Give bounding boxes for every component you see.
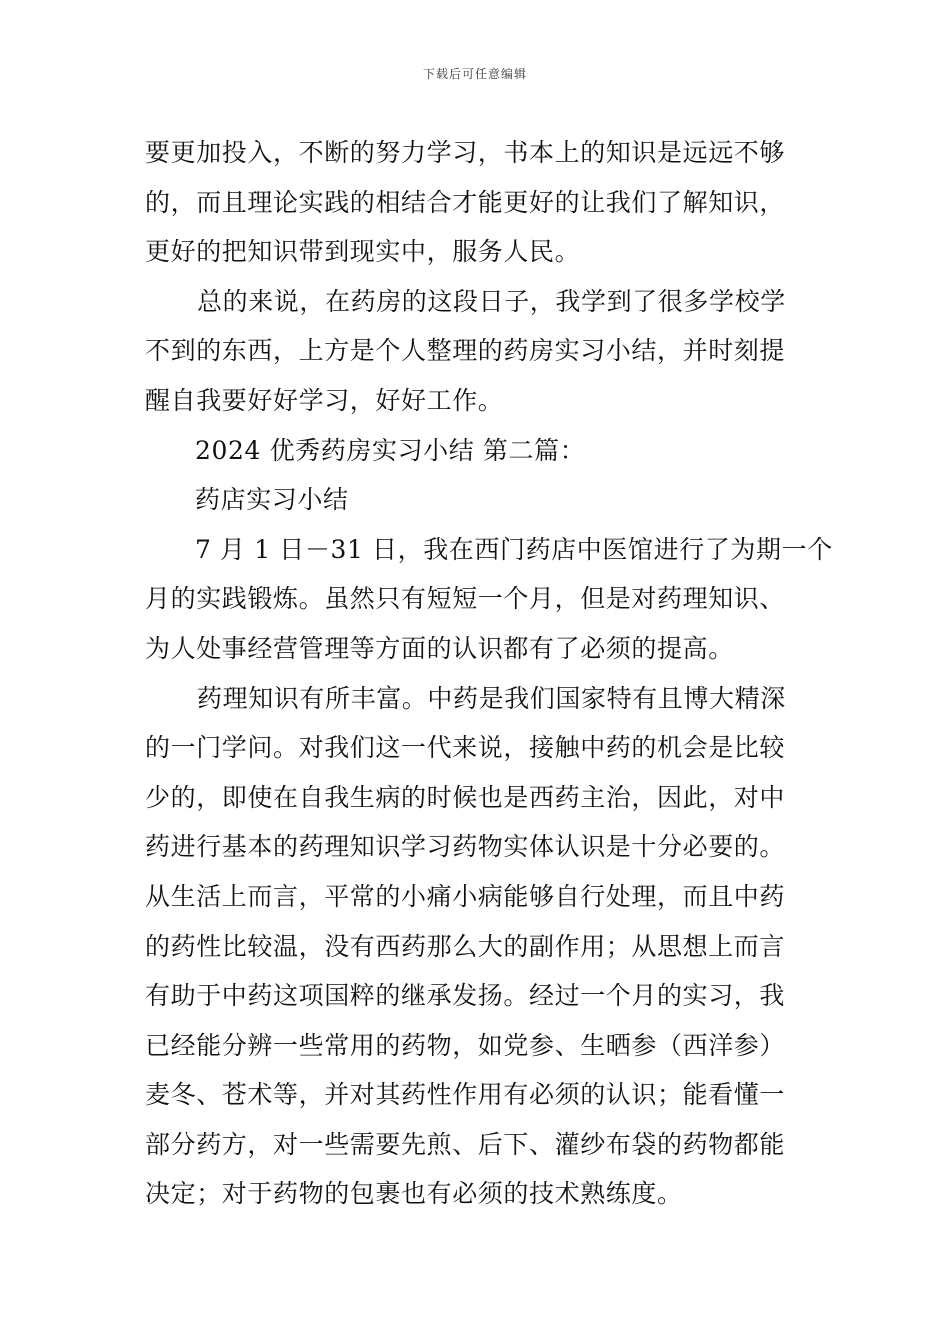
text-line: 有助于中药这项国粹的继承发扬。经过一个月的实习，我 — [145, 981, 786, 1011]
text-line: 麦冬、苍术等，并对其药性作用有必须的认识；能看懂一 — [145, 1080, 786, 1110]
text-line: 从生活上而言，平常的小痛小病能够自行处理，而且中药 — [145, 881, 786, 911]
paragraph-start-line: 7 月 1 日－31 日，我在西门药店中医馆进行了为期一个 — [195, 534, 833, 564]
text-line: 决定；对于药物的包裹也有必须的技术熟练度。 — [145, 1179, 683, 1209]
text-line: 醒自我要好好学习，好好工作。 — [145, 385, 504, 415]
header-note: 下载后可任意编辑 — [422, 67, 527, 81]
text-line: 的，而且理论实践的相结合才能更好的让我们了解知识， — [145, 187, 786, 217]
paragraph-start-line: 药理知识有所丰富。中药是我们国家特有且博大精深 — [197, 683, 786, 713]
body-text — [145, 128, 833, 1219]
text-line: 的一门学问。对我们这一代来说，接触中药的机会是比较 — [145, 733, 786, 763]
text-line: 少的，即使在自我生病的时候也是西药主治，因此，对中 — [145, 782, 786, 812]
text-line: 为人处事经营管理等方面的认识都有了必须的提高。 — [145, 633, 734, 663]
text-line: 部分药方，对一些需要先煎、后下、灌纱布袋的药物都能 — [145, 1129, 786, 1159]
paragraph-start-line: 总的来说，在药房的这段日子，我学到了很多学校学 — [197, 286, 786, 316]
text-line: 不到的东西，上方是个人整理的药房实习小结，并时刻提 — [145, 336, 786, 366]
text-line: 已经能分辨一些常用的药物，如党参、生晒参（西洋参） — [145, 1030, 786, 1060]
text-line: 的药性比较温，没有西药那么大的副作用；从思想上而言 — [145, 931, 786, 961]
text-line: 更好的把知识带到现实中，服务人民。 — [145, 237, 581, 267]
section-subtitle: 药店实习小结 — [195, 485, 349, 515]
section-heading: 2024 优秀药房实习小结 第二篇： — [195, 435, 586, 465]
text-line: 月的实践锻炼。虽然只有短短一个月，但是对药理知识、 — [145, 584, 786, 614]
text-line: 要更加投入，不断的努力学习，书本上的知识是远远不够 — [145, 138, 786, 167]
text-line: 药进行基本的药理知识学习药物实体认识是十分必要的。 — [145, 832, 786, 862]
